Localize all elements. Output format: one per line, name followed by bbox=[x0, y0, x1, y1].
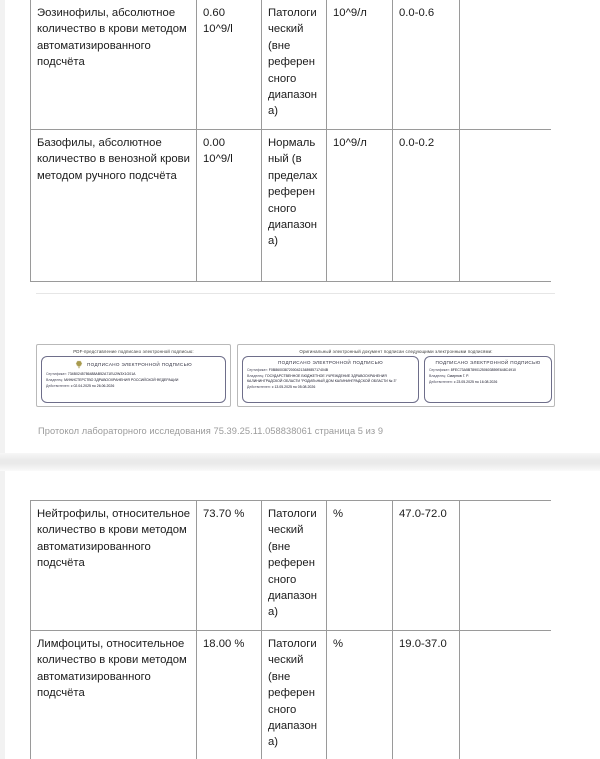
cell-unit: 10^9/л bbox=[327, 0, 393, 130]
cell-test-name: Лимфоциты, относительное количество в крови методом автоматизированного подсчёта bbox=[31, 631, 197, 759]
signature-group-title: Оригинальный электронный документ подписан следующими электронными подписями: bbox=[299, 348, 493, 354]
results-table-page-6-wrapper bbox=[30, 500, 551, 759]
signature-owner-label: Владелец: bbox=[46, 377, 64, 382]
signature-certificate-label: Сертификат: bbox=[429, 368, 450, 372]
cell-interpretation: Патологический (вне референсного диапазона) bbox=[262, 0, 327, 130]
cell-test-name: Эозинофилы, абсолютное количество в крови методом автоматизированного подсчёта bbox=[31, 0, 197, 130]
signature-stamp-heading-row bbox=[46, 360, 221, 369]
cell-interpretation: Нормальный (в пределах референсного диапазона) bbox=[262, 130, 327, 282]
cell-result-value: 18.00 % bbox=[197, 631, 262, 759]
signature-certificate-value: 8FEC73A5B78901250603859E648C4910 bbox=[450, 368, 516, 372]
table-row bbox=[31, 631, 552, 759]
signature-panel-pdf-representation bbox=[36, 344, 231, 407]
signature-stamp bbox=[424, 356, 552, 403]
cell-note bbox=[460, 501, 552, 631]
signature-validity-value: с 02.04.2025 по 26.06.2026 bbox=[70, 383, 115, 388]
cell-interpretation: Патологический (вне референсного диапазона) bbox=[262, 631, 327, 759]
table-row bbox=[31, 501, 552, 631]
results-table-page-6 bbox=[30, 500, 551, 759]
signature-owner-value: Смирнов Г. Р. bbox=[447, 373, 469, 378]
signature-stamp-heading-row bbox=[247, 360, 414, 366]
signature-stamp-heading: ПОДПИСАНО ЭЛЕКТРОННОЙ ПОДПИСЬЮ bbox=[435, 360, 541, 365]
cell-interpretation: Патологический (вне референсного диапазона) bbox=[262, 501, 327, 631]
signature-certificate-value: F0B86003872000421348985717404B bbox=[268, 368, 329, 372]
cell-reference-range: 0.0-0.2 bbox=[393, 130, 460, 282]
signature-certificate-line bbox=[247, 368, 414, 373]
cell-result-value: 0.00 10^9/l bbox=[197, 130, 262, 282]
cell-result-value: 0.60 10^9/l bbox=[197, 0, 262, 130]
signature-panel-title: PDF-представление подписано электронной подписью: bbox=[73, 348, 194, 354]
section-divider bbox=[36, 293, 555, 294]
signature-validity-label: Действителен: bbox=[429, 379, 453, 384]
double-headed-eagle-emblem-icon bbox=[75, 360, 83, 369]
signature-stamp bbox=[41, 356, 226, 403]
signature-certificate-line bbox=[46, 372, 221, 377]
signature-stamp-heading: ПОДПИСАНО ЭЛЕКТРОННОЙ ПОДПИСЬЮ bbox=[87, 361, 192, 367]
signature-validity-line bbox=[46, 384, 221, 389]
cell-note bbox=[460, 130, 552, 282]
cell-reference-range: 47.0-72.0 bbox=[393, 501, 460, 631]
results-table-page-5-wrapper bbox=[30, 0, 551, 285]
cell-test-name: Нейтрофилы, относительное количество в крови методом автоматизированного подсчёта bbox=[31, 501, 197, 631]
signature-owner-line bbox=[46, 378, 221, 383]
signature-owner-label: Владелец: bbox=[429, 373, 447, 378]
table-row bbox=[31, 0, 552, 130]
signature-certificate-line bbox=[429, 368, 547, 373]
signature-certificate-label: Сертификат: bbox=[46, 372, 67, 376]
cell-unit: % bbox=[327, 631, 393, 759]
cell-note bbox=[460, 631, 552, 759]
signature-certificate-value: 734B0245786488AB52A71EU2W3X1G01A bbox=[67, 372, 136, 376]
electronic-signature-area bbox=[36, 344, 555, 407]
page-footer-text: Протокол лабораторного исследования 75.39.25.11.058838061 страница 5 из 9 bbox=[38, 426, 384, 436]
signature-validity-value: с 13.05.2025 по 05.08.2026 bbox=[271, 384, 316, 389]
signature-validity-value: с 23.05.2025 по 16.08.2026 bbox=[453, 379, 498, 384]
table-row bbox=[31, 130, 552, 282]
cell-note bbox=[460, 0, 552, 130]
signature-certificate-label: Сертификат: bbox=[247, 368, 268, 372]
signature-validity-label: Действителен: bbox=[46, 383, 70, 388]
signature-validity-label: Действителен: bbox=[247, 384, 271, 389]
signature-stamp bbox=[242, 356, 419, 403]
cell-result-value: 73.70 % bbox=[197, 501, 262, 631]
cell-reference-range: 0.0-0.6 bbox=[393, 0, 460, 130]
signature-owner-label: Владелец: bbox=[247, 373, 265, 378]
results-table-page-5 bbox=[30, 0, 551, 282]
signature-stamp-heading-row bbox=[429, 360, 547, 366]
signature-stamp-heading: ПОДПИСАНО ЭЛЕКТРОННОЙ ПОДПИСЬЮ bbox=[278, 360, 383, 365]
cell-reference-range: 19.0-37.0 bbox=[393, 631, 460, 759]
signature-panel-original-document bbox=[237, 344, 555, 407]
signature-owner-line bbox=[247, 374, 414, 383]
signature-validity-line bbox=[429, 380, 547, 385]
signature-owner-line bbox=[429, 374, 547, 379]
page-separator-gap bbox=[0, 453, 600, 471]
signature-validity-line bbox=[247, 385, 414, 390]
signature-owner-value: МИНИСТЕРСТВО ЗДРАВООХРАНЕНИЯ РОССИЙСКОЙ ФЕДЕРАЦИИ bbox=[64, 377, 179, 382]
cell-test-name: Базофилы, абсолютное количество в венозной крови методом ручного подсчёта bbox=[31, 130, 197, 282]
cell-unit: 10^9/л bbox=[327, 130, 393, 282]
page-separator-shading bbox=[0, 453, 600, 471]
cell-unit: % bbox=[327, 501, 393, 631]
signature-owner-value: ГОСУДАРСТВЕННОЕ БЮДЖЕТНОЕ УЧРЕЖДЕНИЕ ЗДРАВООХРАНЕНИЯ КАЛИНИНГРАДСКОЙ ОБЛАСТИ "РОДИЛЬНЫЙ ДОМ КАЛИНИНГРАДСКОЙ ОБЛАСТИ № 3" bbox=[247, 373, 397, 383]
